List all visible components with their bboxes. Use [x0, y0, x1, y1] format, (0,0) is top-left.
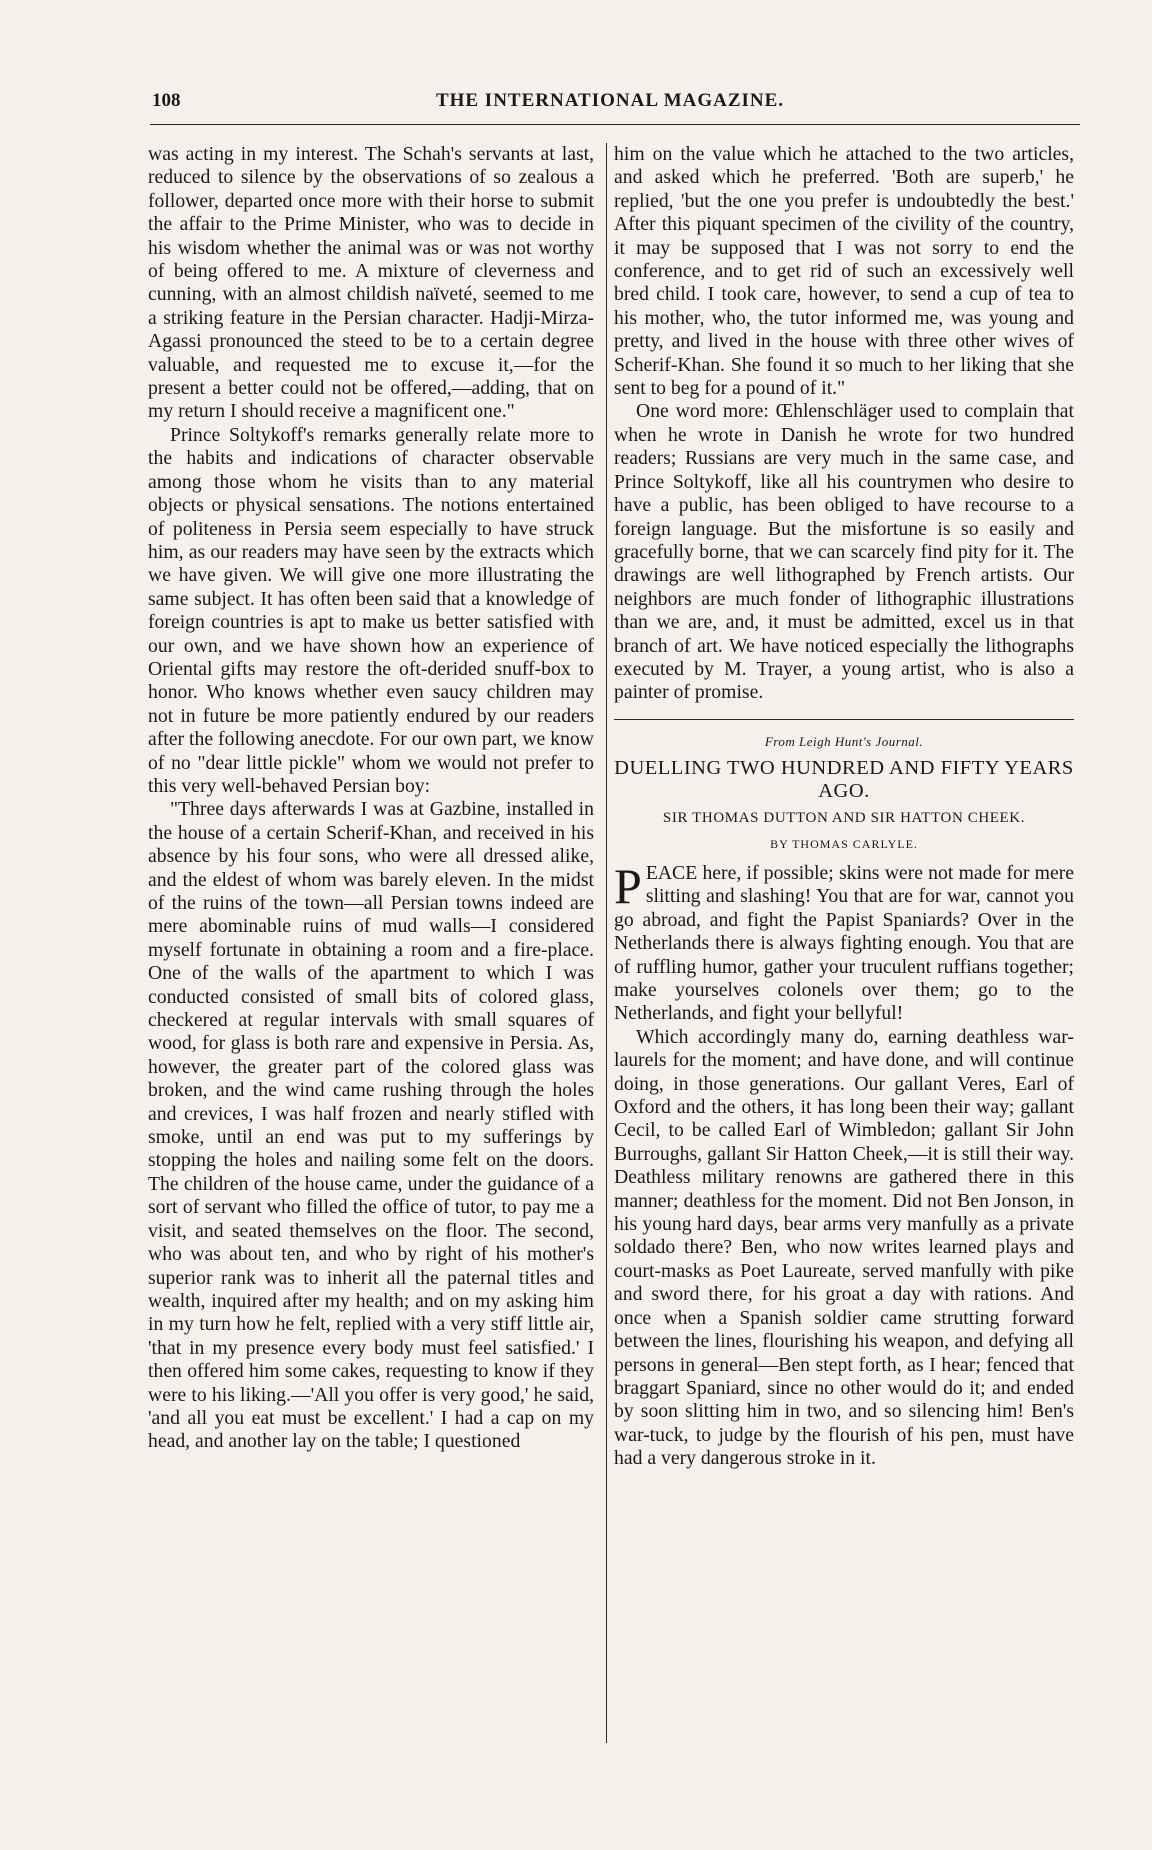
paragraph: One word more: Œhlenschläger used to complain that when he wrote in Danish he wrote for two hundred readers; Russians are very much in the same case, and Prince Soltykoff, like all his countrymen who desire to have a public, has been obliged to have recourse to a foreign language. But the misfortune is so easily and gracefully borne, that we can scarcely find pity for it. The drawings are well lithographed by French artists. Our neighbors are much fonder of lithographic illustrations than we are, and, it must be admitted, excel us in that branch of art. We have noticed especially the lithographs executed by M. Trayer, a young artist, who is also a painter of promise. — [614, 400, 1074, 704]
header-rule — [150, 124, 1080, 125]
paragraph: Prince Soltykoff's remarks generally relate more to the habits and indications of character observable among those whom he visits than to any material objects or physical sensations. The notions entertained of politeness in Persia seem especially to have struck him, as our readers may have seen by the extracts which we have given. We will give one more illustrating the same subject. It has often been said that a knowledge of foreign countries is apt to make us better satisfied with our own, and we have shown how an experience of Oriental gifts may restore the oft-derided snuff-box to honor. Who knows whether even saucy children may not in future be more patiently endured by our readers after the following anecdote. For our own part, we know of no "dear little pickle" whom we would not prefer to this very well-behaved Persian boy: — [148, 423, 594, 797]
page-number: 108 — [152, 90, 181, 111]
running-title: THE INTERNATIONAL MAGAZINE. — [435, 90, 785, 111]
drop-cap: P — [614, 857, 642, 914]
paragraph-text: EACE here, if possible; skins were not made for mere slitting and slashing! You that are for war, cannot you go abroad, and fight the Papist Spaniards? Over in the Netherlands there is always fighting enough. You that are of ruffling humor, gather your truculent ruffians together; make yourselves colonels over them; go to the Netherlands, and fight your bellyful! — [614, 861, 1074, 1025]
paragraph: was acting in my interest. The Schah's servants at last, reduced to silence by the observations of so zealous a follower, departed once more with their horse to submit the affair to the Prime Minister, who was to decide in his wisdom whether the animal was or was not worthy of being offered to me. A mixture of cleverness and cunning, with an almost childish naïveté, seemed to me a striking feature in the Persian character. Hadji-Mirza-Agassi pronounced the steed to be to a certain degree valuable, and requested me to excuse it,—for the present a better could not be offered,—adding, that on my return I should receive a magnificent one." — [148, 143, 594, 423]
column-divider — [606, 143, 607, 1743]
paragraph: "Three days afterwards I was at Gazbine, installed in the house of a certain Scherif-Khan, and received in his absence by his four sons, who were all dressed alike, and the eldest of whom was barely eleven. In the midst of the ruins of the town—all Persian towns indeed are mere abominable ruins of mud walls—I considered myself fortunate in obtaining a room and a fire-place. One of the walls of the apartment to which I was conducted consisted of small bits of colored glass, checkered at regular intervals with small squares of wood, for glass is both rare and expensive in Persia. As, however, the greater part of the colored glass was broken, and the wind came rushing through the holes and crevices, I was half frozen and nearly stifled with smoke, until an end was put to my sufferings by stopping the holes and nailing some felt on the doors. The children of the house came, under the guidance of a sort of servant who filled the office of tutor, to pay me a visit, and seated themselves on the floor. The second, who was about ten, and who by right of his mother's superior rank was to inherit all the paternal titles and wealth, inquired after my health; and on my asking him in my turn how he felt, replied with a very stiff little air, 'that in my presence every body must feel satisfied.' I then offered him some cakes, requesting to know if they were to his liking.—'All you offer is very good,' he said, 'and all you eat must be excellent.' I had a cap on my head, and another lay on the table; I questioned — [148, 798, 594, 1453]
paragraph: Which accordingly many do, earning deathless war-laurels for the moment; and have done, and will continue doing, in those generations. Our gallant Veres, Earl of Oxford and the others, it has long been their way; gallant Cecil, to be called Earl of Wimbledon; gallant Sir John Burroughs, gallant Sir Hatton Cheek,—it is still their way. Deathless military renowns are gathered there in this manner; deathless for the moment. Did not Ben Jonson, in his young hard days, bear arms very manfully as a private soldado there? Ben, who now writes learned plays and court-masks as Poet Laureate, served manfully with pike and sword there, for his groat a day with rations. And once when a Spanish soldier came strutting forward between the lines, flourishing his weapon, and defying all persons in general—Ben stept forth, as I hear; fenced that braggart Spaniard, since no other would do it; and ended by soon slitting him in two, and so silencing him! Ben's war-tuck, to judge by the flourish of his pen, must have had a very dangerous stroke in it. — [614, 1025, 1074, 1470]
paragraph: him on the value which he attached to the two articles, and asked which he preferred. 'Both are superb,' he replied, 'but the one you prefer is undoubtedly the best.' After this piquant specimen of the civility of the country, it may be supposed that I was not sorry to end the conference, and to get rid of such an excessively well bred child. I took care, however, to send a cup of tea to his mother, who, the tutor informed me, was young and pretty, and lived in the house with three other wives of Scherif-Khan. She found it so much to her liking that she sent to beg for a pound of it." — [614, 143, 1074, 400]
article-credit: From Leigh Hunt's Journal. — [764, 733, 924, 749]
article-title: DUELLING TWO HUNDRED AND FIFTY YEARS AGO. — [614, 757, 1074, 803]
section-rule — [614, 719, 1074, 720]
page-header — [140, 90, 1080, 120]
article-first-paragraph — [614, 857, 1074, 1026]
left-column — [148, 143, 594, 1454]
article-subtitle: SIR THOMAS DUTTON AND SIR HATTON CHEEK. — [662, 810, 1026, 827]
article-byline: BY THOMAS CARLYLE. — [770, 836, 918, 851]
right-column — [614, 143, 1074, 1471]
